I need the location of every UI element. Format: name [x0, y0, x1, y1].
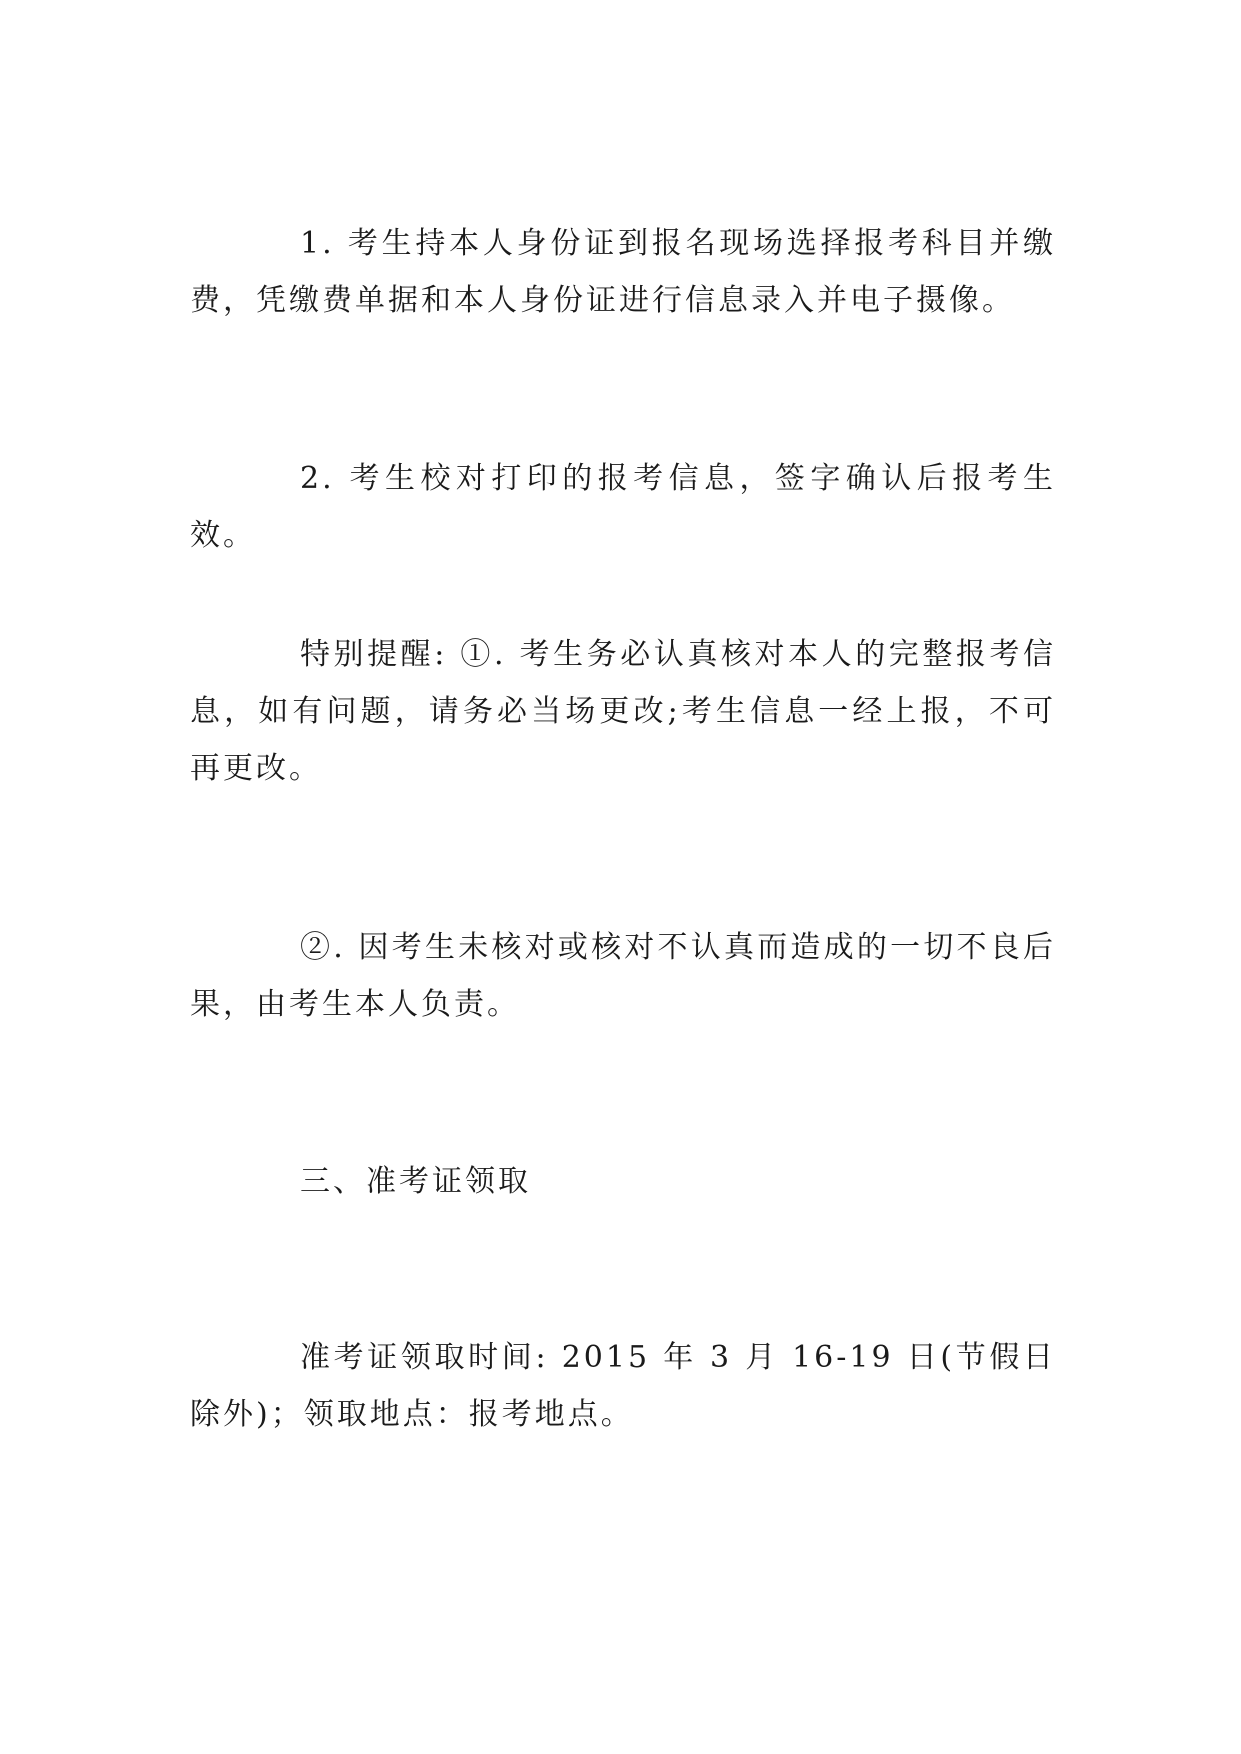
paragraph-admission-ticket-info: 准考证领取时间: 2015 年 3 月 16-19 日(节假日除外)；领取地点：报考地点。	[190, 1340, 1056, 1432]
paragraph-registration-step-1: 1. 考生持本人身份证到报名现场选择报考科目并缴费，凭缴费单据和本人身份证进行信息录入并电子摄像。	[190, 226, 1056, 318]
section-heading-admission-ticket: 三、准考证领取	[300, 1164, 531, 1199]
paragraph-special-reminder-2: ②. 因考生未核对或核对不认真而造成的一切不良后果，由考生本人负责。	[190, 930, 1056, 1022]
paragraph-registration-step-2: 2. 考生校对打印的报考信息，签字确认后报考生效。	[190, 461, 1056, 553]
paragraph-special-reminder-1: 特别提醒: ①. 考生务必认真核对本人的完整报考信息，如有问题，请务必当场更改;考生信息一经上报，不可再更改。	[190, 637, 1056, 786]
